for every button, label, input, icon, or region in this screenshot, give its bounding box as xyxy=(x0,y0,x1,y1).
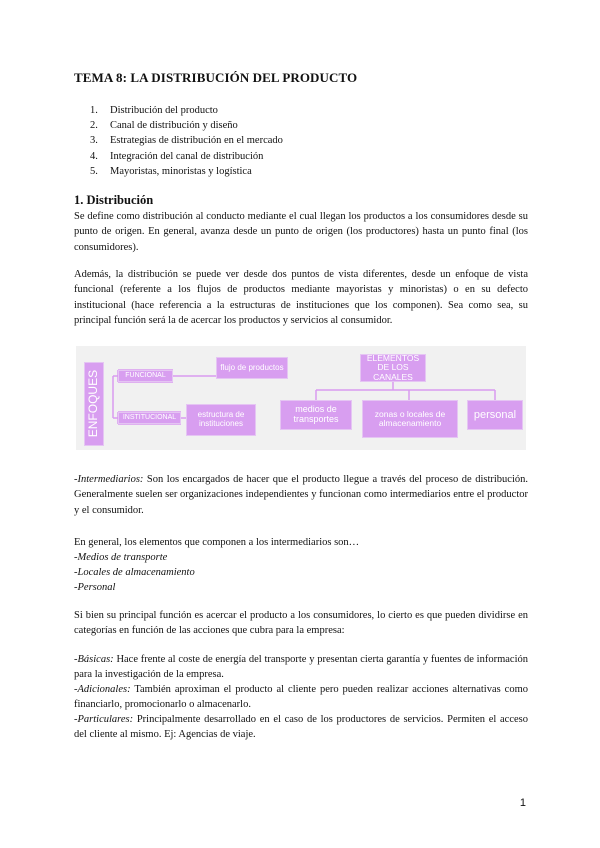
medios-transporte-label: medios de transportes xyxy=(293,404,339,424)
paragraph: Se define como distribución al conducto mediante el cual llegan los productos a los consumidores desde su punto de origen. En general, avanza desde un punto de origen (los productores) hasta un punto final (los consumidores). xyxy=(74,211,528,253)
paragraph: -Adicionales: También aproximan el producto al cliente pero pueden realizar acciones alternativas como financiarlo, promocionarlo o almacenarlo. xyxy=(74,684,528,711)
enfoques-box xyxy=(84,362,104,446)
elementos-canales-box xyxy=(360,354,426,382)
diagram-connectors xyxy=(76,346,526,450)
enfoques-label: ENFOQUES xyxy=(86,370,101,438)
zonas-almacenamiento-label: zonas o locales de almacenamiento xyxy=(374,408,446,428)
toc-item: 2. Canal de distribución y diseño xyxy=(90,120,238,132)
elementos-canales-label: ELEMENTOS DE LOS CANALES xyxy=(366,352,420,382)
estructura-instituciones-label: estructura de instituciones xyxy=(197,410,245,428)
paragraph: -Básicas: Hace frente al coste de energía del transporte y presentan cierta garantía y fuentes de información para la investigación de la empresa. xyxy=(74,654,528,681)
paragraph: En general, los elementos que componen a los intermediarios son… xyxy=(74,537,360,548)
list-item: -Medios de transporte xyxy=(74,552,168,563)
toc-item: 4. Integración del canal de distribución xyxy=(90,150,264,162)
personal-box xyxy=(467,400,523,430)
toc-item: 1. Distribución del producto xyxy=(90,105,218,116)
paragraph: -Particulares: Principalmente desarrollado en el caso de los productores de servicios. Permiten el acceso del cliente al mismo. Ej: Agencias de viaje. xyxy=(74,714,528,741)
institucional-label: INSTITUCIONAL xyxy=(122,414,177,422)
institucional-box xyxy=(118,412,181,424)
estructura-instituciones-box xyxy=(186,404,256,436)
list-item: -Personal xyxy=(74,582,116,593)
funcional-label: FUNCIONAL xyxy=(125,372,166,380)
toc-item: 3. Estrategias de distribución en el mercado xyxy=(90,135,283,147)
paragraph: -Intermediarios: Son los encargados de hacer que el producto llegue a través del proceso de distribución. Generalmente suelen ser organizaciones independientes y funcionan como intermediarios entre el productor y el consumidor. xyxy=(74,474,528,516)
zonas-almacenamiento-box xyxy=(362,400,458,438)
document-title: TEMA 8: LA DISTRIBUCIÓN DEL PRODUCTO xyxy=(74,70,358,85)
funcional-box xyxy=(118,370,173,382)
list-item: -Locales de almacenamiento xyxy=(74,567,195,578)
concept-diagram xyxy=(76,346,526,450)
page-number: 1 xyxy=(519,797,526,809)
flujo-productos-box xyxy=(216,357,288,379)
paragraph: Además, la distribución se puede ver desde dos puntos de vista diferentes, desde un enfoque de vista funcional (referente a los flujos de productos mediante mayoristas y minoristas) o en su defecto institucional (hace referencia a la estructuras de instituciones que los componen). Sea como sea, su principal función será la de acercar los productos y servicios al consumidor. xyxy=(74,269,528,326)
medios-transporte-box xyxy=(280,400,352,430)
table-of-contents xyxy=(90,103,283,179)
toc-item: 5. Mayoristas, minoristas y logística xyxy=(90,165,252,177)
paragraph: Si bien su principal función es acercar el producto a los consumidores, lo cierto es que pueden dividirse en categorías en función de las acciones que cubra para la empresa: xyxy=(74,610,528,637)
personal-label: personal xyxy=(473,408,517,421)
section-heading: 1. Distribución xyxy=(74,193,154,207)
flujo-productos-label: flujo de productos xyxy=(220,362,284,372)
